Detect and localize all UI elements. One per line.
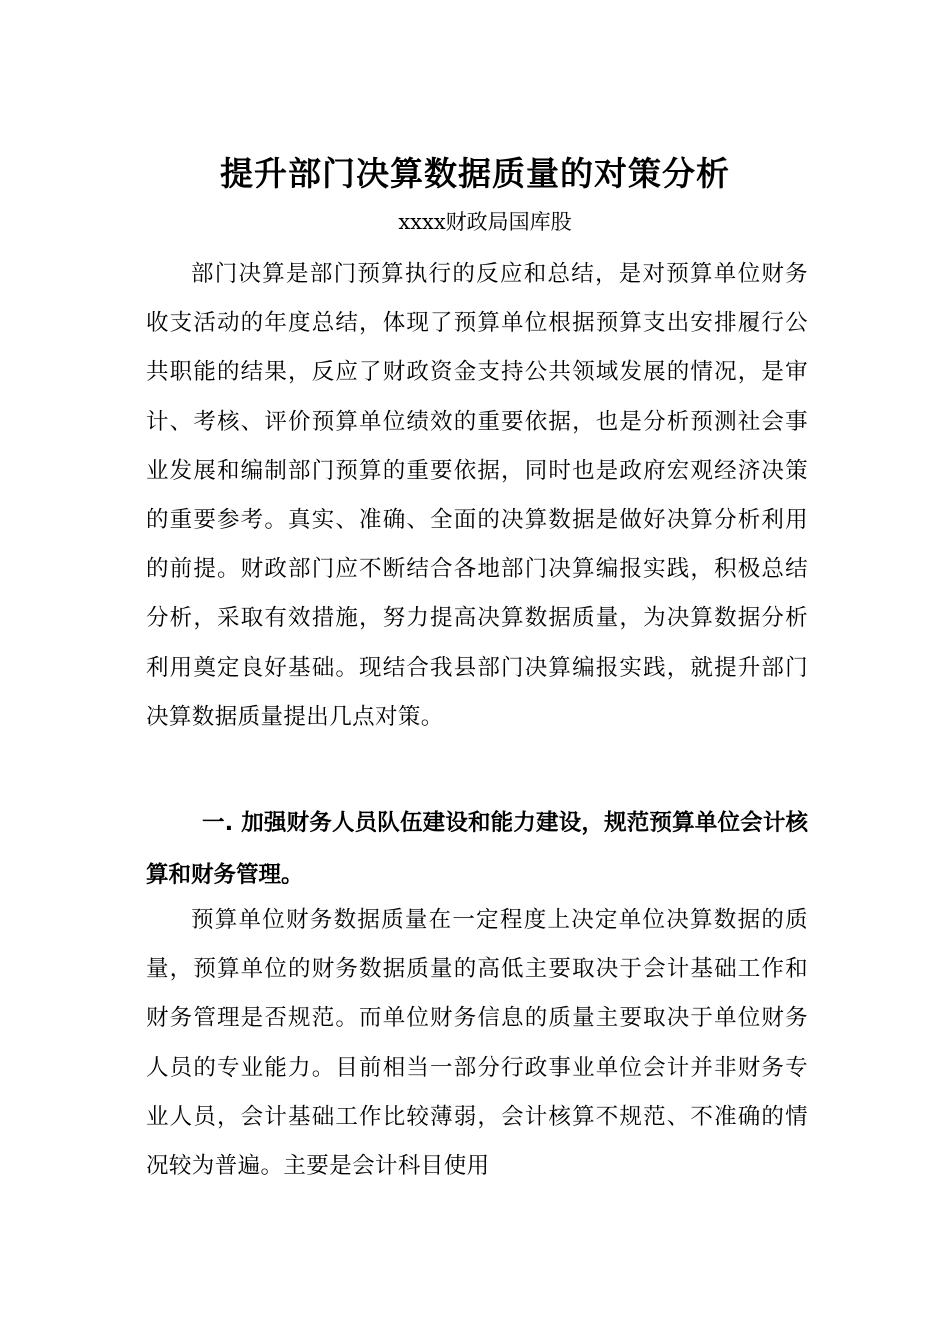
paragraph-intro: 部门决算是部门预算执行的反应和总结，是对预算单位财务收支活动的年度总结，体现了预算单位根据预算支出安排履行公共职能的结果，反应了财政资金支持公共领域发展的情况，是审计、考核、评价预算单位绩效的重要依据，也是分析预测社会事业发展和编制部门预算的重要依据，同时也是政府宏观经济决策的重要参考。真实、准确、全面的决算数据是做好决算分析利用的前提。财政部门应不断结合各地部门决算编报实践，积极总结分析，采取有效措施，努力提高决算数据质量，为决算数据分析利用奠定良好基础。现结合我县部门决算编报实践，就提升部门决算数据质量提出几点对策。 — [146, 261, 808, 730]
document-author: xxxx财政局国库股 — [398, 210, 572, 234]
document-title: 提升部门决算数据质量的对策分析 — [220, 154, 730, 193]
section-heading-1: 一. 加强财务人员队伍建设和能力建设，规范预算单位会计核算和财务管理。 — [146, 810, 808, 888]
paragraph-section-1: 预算单位财务数据质量在一定程度上决定单位决算数据的质量，预算单位的财务数据质量的高低主要取决于会计基础工作和财务管理是否规范。而单位财务信息的质量主要取决于单位财务人员的专业能力。目前相当一部分行政事业单位会计并非财务专业人员，会计基础工作比较薄弱，会计核算不规范、不准确的情况较为普遍。主要是会计科目使用 — [146, 907, 808, 1180]
